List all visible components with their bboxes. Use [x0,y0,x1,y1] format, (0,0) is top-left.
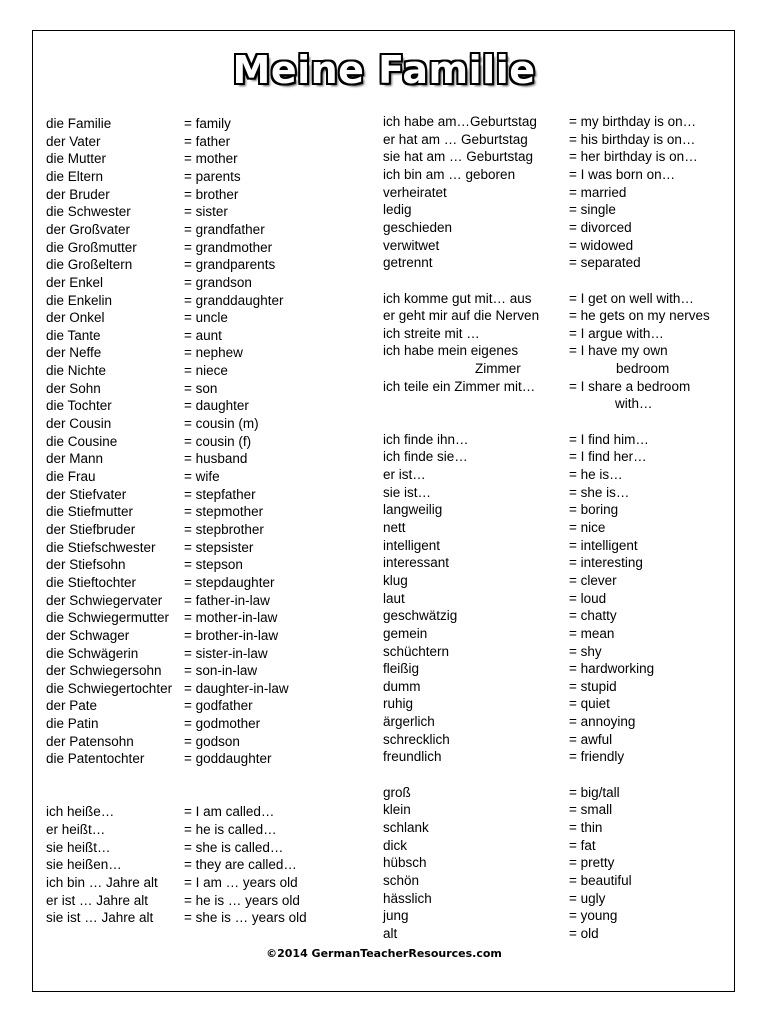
english-translation: = old [569,925,599,941]
english-translation: = cousin (f) [184,433,252,449]
german-term: der Schwiegervater [46,592,163,608]
german-term: verwitwet [383,237,440,253]
german-term: er geht mir auf die Nerven [383,308,540,324]
vocab-row [0,201,768,219]
english-translation: = thin [569,820,603,835]
english-translation: = my birthday is on… [569,114,697,129]
german-term: jung [383,908,409,924]
german-term: intelligent [383,537,441,553]
german-term: hübsch [383,855,427,871]
german-term: der Enkel [46,274,104,290]
german-term: die Mutter [46,151,107,167]
english-translation: = mean [569,625,615,641]
vocab-row [0,890,768,908]
english-translation: = stepson [184,557,243,573]
english-translation: = cousin (m) [184,416,259,432]
vocab-row [0,590,768,608]
english-translation: = mother-in-law [184,610,278,626]
german-term: die Großeltern [46,257,133,273]
german-term: die Tante [46,327,101,343]
english-translation: = brother [184,186,239,202]
english-translation: = widowed [569,237,634,253]
english-translation: = husband [184,451,248,467]
vocab-row [0,113,768,131]
vocab-row [0,554,768,572]
english-translation: = she is… [569,484,630,500]
copyright-footer: ©2014 GermanTeacherResources.com [266,947,502,960]
german-term: hässlich [383,890,432,906]
english-translation: = pretty [569,855,615,871]
german-term: die Nichte [46,363,107,379]
german-term: der Patensohn [46,733,134,749]
german-term: sie hat am … Geburtstag [383,149,534,165]
german-term: der Onkel [46,310,105,326]
german-term: die Stiefschwester [46,539,156,555]
english-translation: = I am … years old [184,874,298,890]
vocab-row [0,537,768,555]
english-translation: = young [569,908,618,924]
english-translation: = daughter-in-law [184,680,289,696]
english-translation: = brother-in-law [184,627,279,643]
english-translation: = son-in-law [184,663,258,679]
english-translation: = wife [184,469,220,484]
german-term: alt [383,925,398,941]
english-translation: = grandfather [184,221,265,237]
vocab-row [0,307,768,325]
german-term: ich finde sie… [383,449,468,465]
german-term: gemein [383,625,428,641]
english-translation: = he is … years old [184,892,300,908]
german-term: ich streite mit … [383,325,480,341]
german-term: schön [383,872,420,888]
german-term: fleißig [383,661,420,677]
vocab-row [0,872,768,890]
english-translation: = quiet [569,696,610,712]
english-translation: = loud [569,590,607,606]
english-translation: = chatty [569,608,617,624]
vocab-row [0,360,768,378]
german-term: ich teile ein Zimmer mit… [383,378,536,394]
german-term: ich habe mein eigenes [383,343,519,359]
german-term: klein [383,802,411,818]
vocab-row [0,519,768,537]
vocab-row [0,801,768,819]
german-term: die Patin [46,716,99,732]
english-translation: = daughter [184,398,249,414]
english-translation: = fat [569,837,596,853]
english-translation: = big/tall [569,784,620,800]
german-term: die Familie [46,116,112,131]
english-translation: = interesting [569,555,643,571]
vocab-row [0,448,768,466]
vocab-row [0,254,768,272]
english-translation: = son [184,380,218,396]
vocab-row [0,342,768,360]
german-term: der Vater [46,133,101,149]
vocab-row [0,907,768,925]
english-translation: = father-in-law [184,592,270,608]
english-translation: = his birthday is on… [569,131,696,147]
german-term: verheiratet [383,184,447,200]
english-translation: = I find him… [569,431,649,447]
english-translation: bedroom [616,361,670,377]
german-term: sie heißt… [46,839,111,855]
english-translation: = they are called… [184,857,297,873]
german-term: der Stiefsohn [46,557,126,573]
german-term: dick [383,837,408,853]
english-translation: = family [184,116,231,131]
english-translation: = granddaughter [184,292,284,308]
english-translation: = goddaughter [184,751,272,767]
english-translation: = annoying [569,714,636,730]
german-term: der Bruder [46,186,110,202]
vocab-row [0,237,768,255]
english-translation: = stepfather [184,486,256,502]
english-translation: = grandparents [184,257,276,273]
english-translation: = ugly [569,890,606,906]
german-term: ledig [383,202,412,218]
english-translation: = father [184,133,231,149]
english-translation: = clever [569,572,617,588]
german-term: interessant [383,555,450,571]
german-term: ich bin … Jahre alt [46,874,158,890]
english-translation: = he is… [569,467,623,482]
english-translation: = shy [569,643,602,659]
german-term: die Tochter [46,398,112,414]
vocab-row [0,395,768,413]
vocab-row [0,695,768,713]
german-term: der Pate [46,698,98,714]
vocab-row [0,484,768,502]
german-term: ärgerlich [383,714,435,730]
english-translation: = I am called… [184,804,275,820]
english-translation: = nice [569,519,606,535]
vocab-row [0,290,768,308]
vocab-row [0,325,768,343]
vocab-row [0,184,768,202]
english-translation: with… [615,396,653,412]
english-translation: = uncle [184,310,228,326]
german-term: der Neffe [46,345,102,361]
german-term: die Schwägerin [46,645,139,661]
german-term: er hat am … Geburtstag [383,131,528,147]
english-translation: = single [569,202,616,218]
german-term: der Schwager [46,627,130,643]
english-translation: = nephew [184,345,243,361]
german-term: ich finde ihn… [383,431,469,447]
german-term: der Mann [46,451,104,467]
german-term: die Frau [46,469,96,484]
vocab-row [0,501,768,519]
english-translation: = he gets on my nerves [569,308,710,324]
english-translation: = she is called… [184,839,284,855]
german-term: ich heiße… [46,804,115,820]
english-translation: = I have my own [569,343,668,359]
vocab-row [0,784,768,802]
german-term: die Enkelin [46,292,113,308]
english-translation: = godson [184,733,240,749]
english-translation: = divorced [569,219,632,235]
english-translation: = I argue with… [569,325,664,341]
vocab-row [0,166,768,184]
vocab-row [0,572,768,590]
german-term: ich bin am … geboren [383,166,516,182]
english-translation: = small [569,802,613,818]
english-translation: = stepdaughter [184,574,275,590]
german-term: klug [383,572,408,588]
german-term: groß [383,784,411,800]
english-translation: = I share a bedroom [569,378,691,394]
german-term: dumm [383,678,421,694]
english-translation: = sister [184,204,228,220]
german-term: die Cousine [46,433,118,449]
english-translation: = I get on well with… [569,290,694,306]
vocab-row [0,625,768,643]
english-translation: = mother [184,151,238,167]
german-term: der Cousin [46,416,112,432]
german-term: Zimmer [475,361,521,377]
english-translation: = godmother [184,716,261,732]
german-term: geschwätzig [383,608,458,624]
german-term: ich komme gut mit… aus [383,290,532,306]
english-translation: = intelligent [569,537,638,553]
vocab-row [0,837,768,855]
vocab-row [0,731,768,749]
vocab-row [0,925,768,943]
english-translation: = niece [184,363,228,379]
german-term: schüchtern [383,643,450,659]
english-translation: = stupid [569,678,617,694]
german-term: der Schwiegersohn [46,663,162,679]
german-term: langweilig [383,502,443,518]
german-term: sie ist … Jahre alt [46,910,154,926]
german-term: der Sohn [46,380,101,396]
german-term: sie heißen… [46,857,122,873]
english-translation: = stepsister [184,539,254,555]
english-translation: = stepbrother [184,521,264,537]
german-term: der Großvater [46,221,131,237]
english-translation: = she is … years old [184,910,307,926]
german-term: die Schwiegermutter [46,610,170,626]
vocab-row [0,466,768,484]
german-term: die Stieftochter [46,574,137,590]
vocab-row [0,219,768,237]
english-translation: = sister-in-law [184,645,268,661]
english-translation: = he is called… [184,822,277,837]
english-translation: = married [569,184,627,200]
english-translation: = I find her… [569,449,647,465]
vocab-row [0,660,768,678]
vocab-row [0,748,768,766]
english-translation: = awful [569,731,613,747]
german-term: er ist… [383,467,426,482]
page-title: Meine Familie [232,48,536,92]
english-translation: = I was born on… [569,166,676,182]
english-translation: = godfather [184,698,253,714]
german-term: die Schwiegertochter [46,680,173,696]
german-term: die Stiefmutter [46,504,134,520]
german-term: der Stiefvater [46,486,127,502]
german-term: schrecklich [383,731,450,747]
vocab-row [0,431,768,449]
german-term: nett [383,519,406,535]
german-term: die Schwester [46,204,131,220]
german-term: die Eltern [46,168,104,184]
english-translation: = parents [184,168,241,184]
english-translation: = friendly [569,749,625,765]
english-translation: = hardworking [569,661,655,677]
german-term: sie ist… [383,484,432,500]
german-term: die Patentochter [46,751,145,767]
vocab-row [0,131,768,149]
german-term: der Stiefbruder [46,521,136,537]
english-translation: = aunt [184,327,222,343]
vocab-row [0,643,768,661]
german-term: laut [383,590,405,606]
english-translation: = grandmother [184,239,273,255]
english-translation: = boring [569,502,619,518]
german-term: er heißt… [46,822,106,837]
vocab-row [0,678,768,696]
german-term: schlank [383,820,429,835]
english-translation: = stepmother [184,504,264,520]
vocab-row [0,148,768,166]
german-term: ich habe am…Geburtstag [383,114,537,129]
german-term: er ist … Jahre alt [46,892,149,908]
german-term: ruhig [383,696,414,712]
english-translation: = beautiful [569,872,632,888]
vocab-row [0,713,768,731]
german-term: freundlich [383,749,442,765]
english-translation: = her birthday is on… [569,149,698,165]
vocab-row [0,854,768,872]
german-term: die Großmutter [46,239,137,255]
english-translation: = separated [569,255,641,271]
vocab-row [0,819,768,837]
vocab-row [0,607,768,625]
german-term: geschieden [383,219,453,235]
vocab-row [0,378,768,396]
english-translation: = grandson [184,274,252,290]
german-term: getrennt [383,255,433,271]
